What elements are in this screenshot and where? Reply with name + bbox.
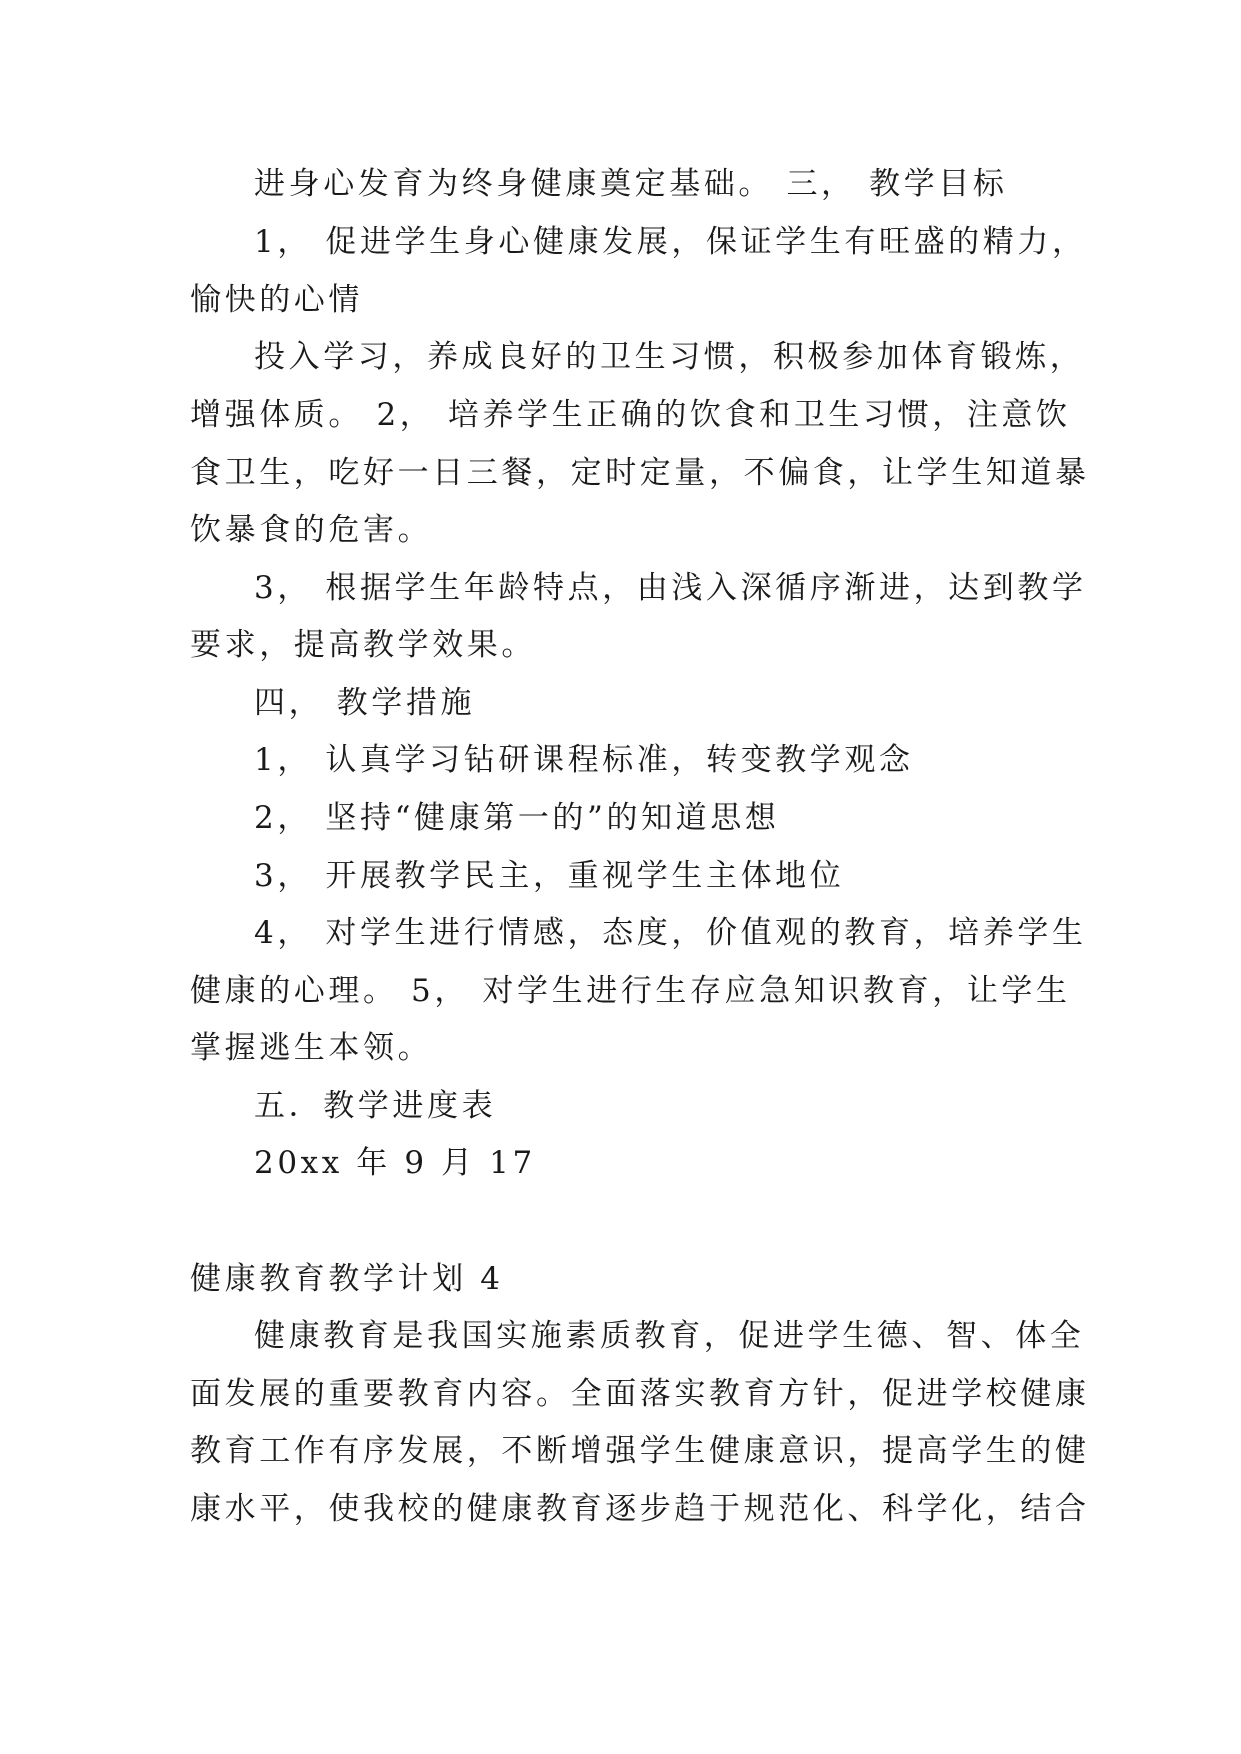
list-item: 4， 对学生进行情感，态度，价值观的教育，培养学生 [254,915,1087,951]
text-line: 3， 根据学生年龄特点，由浅入深循序渐进，达到教学 [254,570,1087,606]
text-line: 健康教育是我国实施素质教育，促进学生德、智、体全 [254,1318,1085,1354]
list-item: 2， 坚持“健康第一的”的知道思想 [254,800,780,836]
list-item: 1， 认真学习钻研课程标准，转变教学观念 [254,742,914,778]
text-line: 1， 促进学生身心健康发展，保证学生有旺盛的精力， [254,224,1087,260]
text-line: 饮暴食的危害。 [190,512,433,548]
text-line: 健康的心理。 5， 对学生进行生存应急知识教育，让学生 [190,973,1071,1009]
text-line: 增强体质。 2， 培养学生正确的饮食和卫生习惯，注意饮 [190,397,1071,433]
date-line: 20xx 年 9 月 17 [254,1145,536,1181]
section-heading: 四， 教学措施 [254,685,476,721]
text-line: 要求，提高教学效果。 [190,627,536,663]
text-line: 食卫生，吃好一日三餐，定时定量，不偏食，让学生知道暴 [190,455,1090,491]
text-line: 进身心发育为终身健康奠定基础。 三， 教学目标 [254,166,1008,202]
text-line: 面发展的重要教育内容。全面落实教育方针，促进学校健康 [190,1376,1090,1412]
document-title: 健康教育教学计划 4 [190,1261,504,1297]
text-line: 愉快的心情 [190,282,363,318]
text-line: 教育工作有序发展，不断增强学生健康意识，提高学生的健 [190,1433,1090,1469]
section-heading: 五．教学进度表 [254,1088,497,1124]
text-line: 掌握逃生本领。 [190,1030,433,1066]
list-item: 3， 开展教学民主，重视学生主体地位 [254,858,845,894]
text-line: 康水平，使我校的健康教育逐步趋于规范化、科学化，结合 [190,1491,1090,1527]
text-line: 投入学习，养成良好的卫生习惯，积极参加体育锻炼， [254,339,1085,375]
